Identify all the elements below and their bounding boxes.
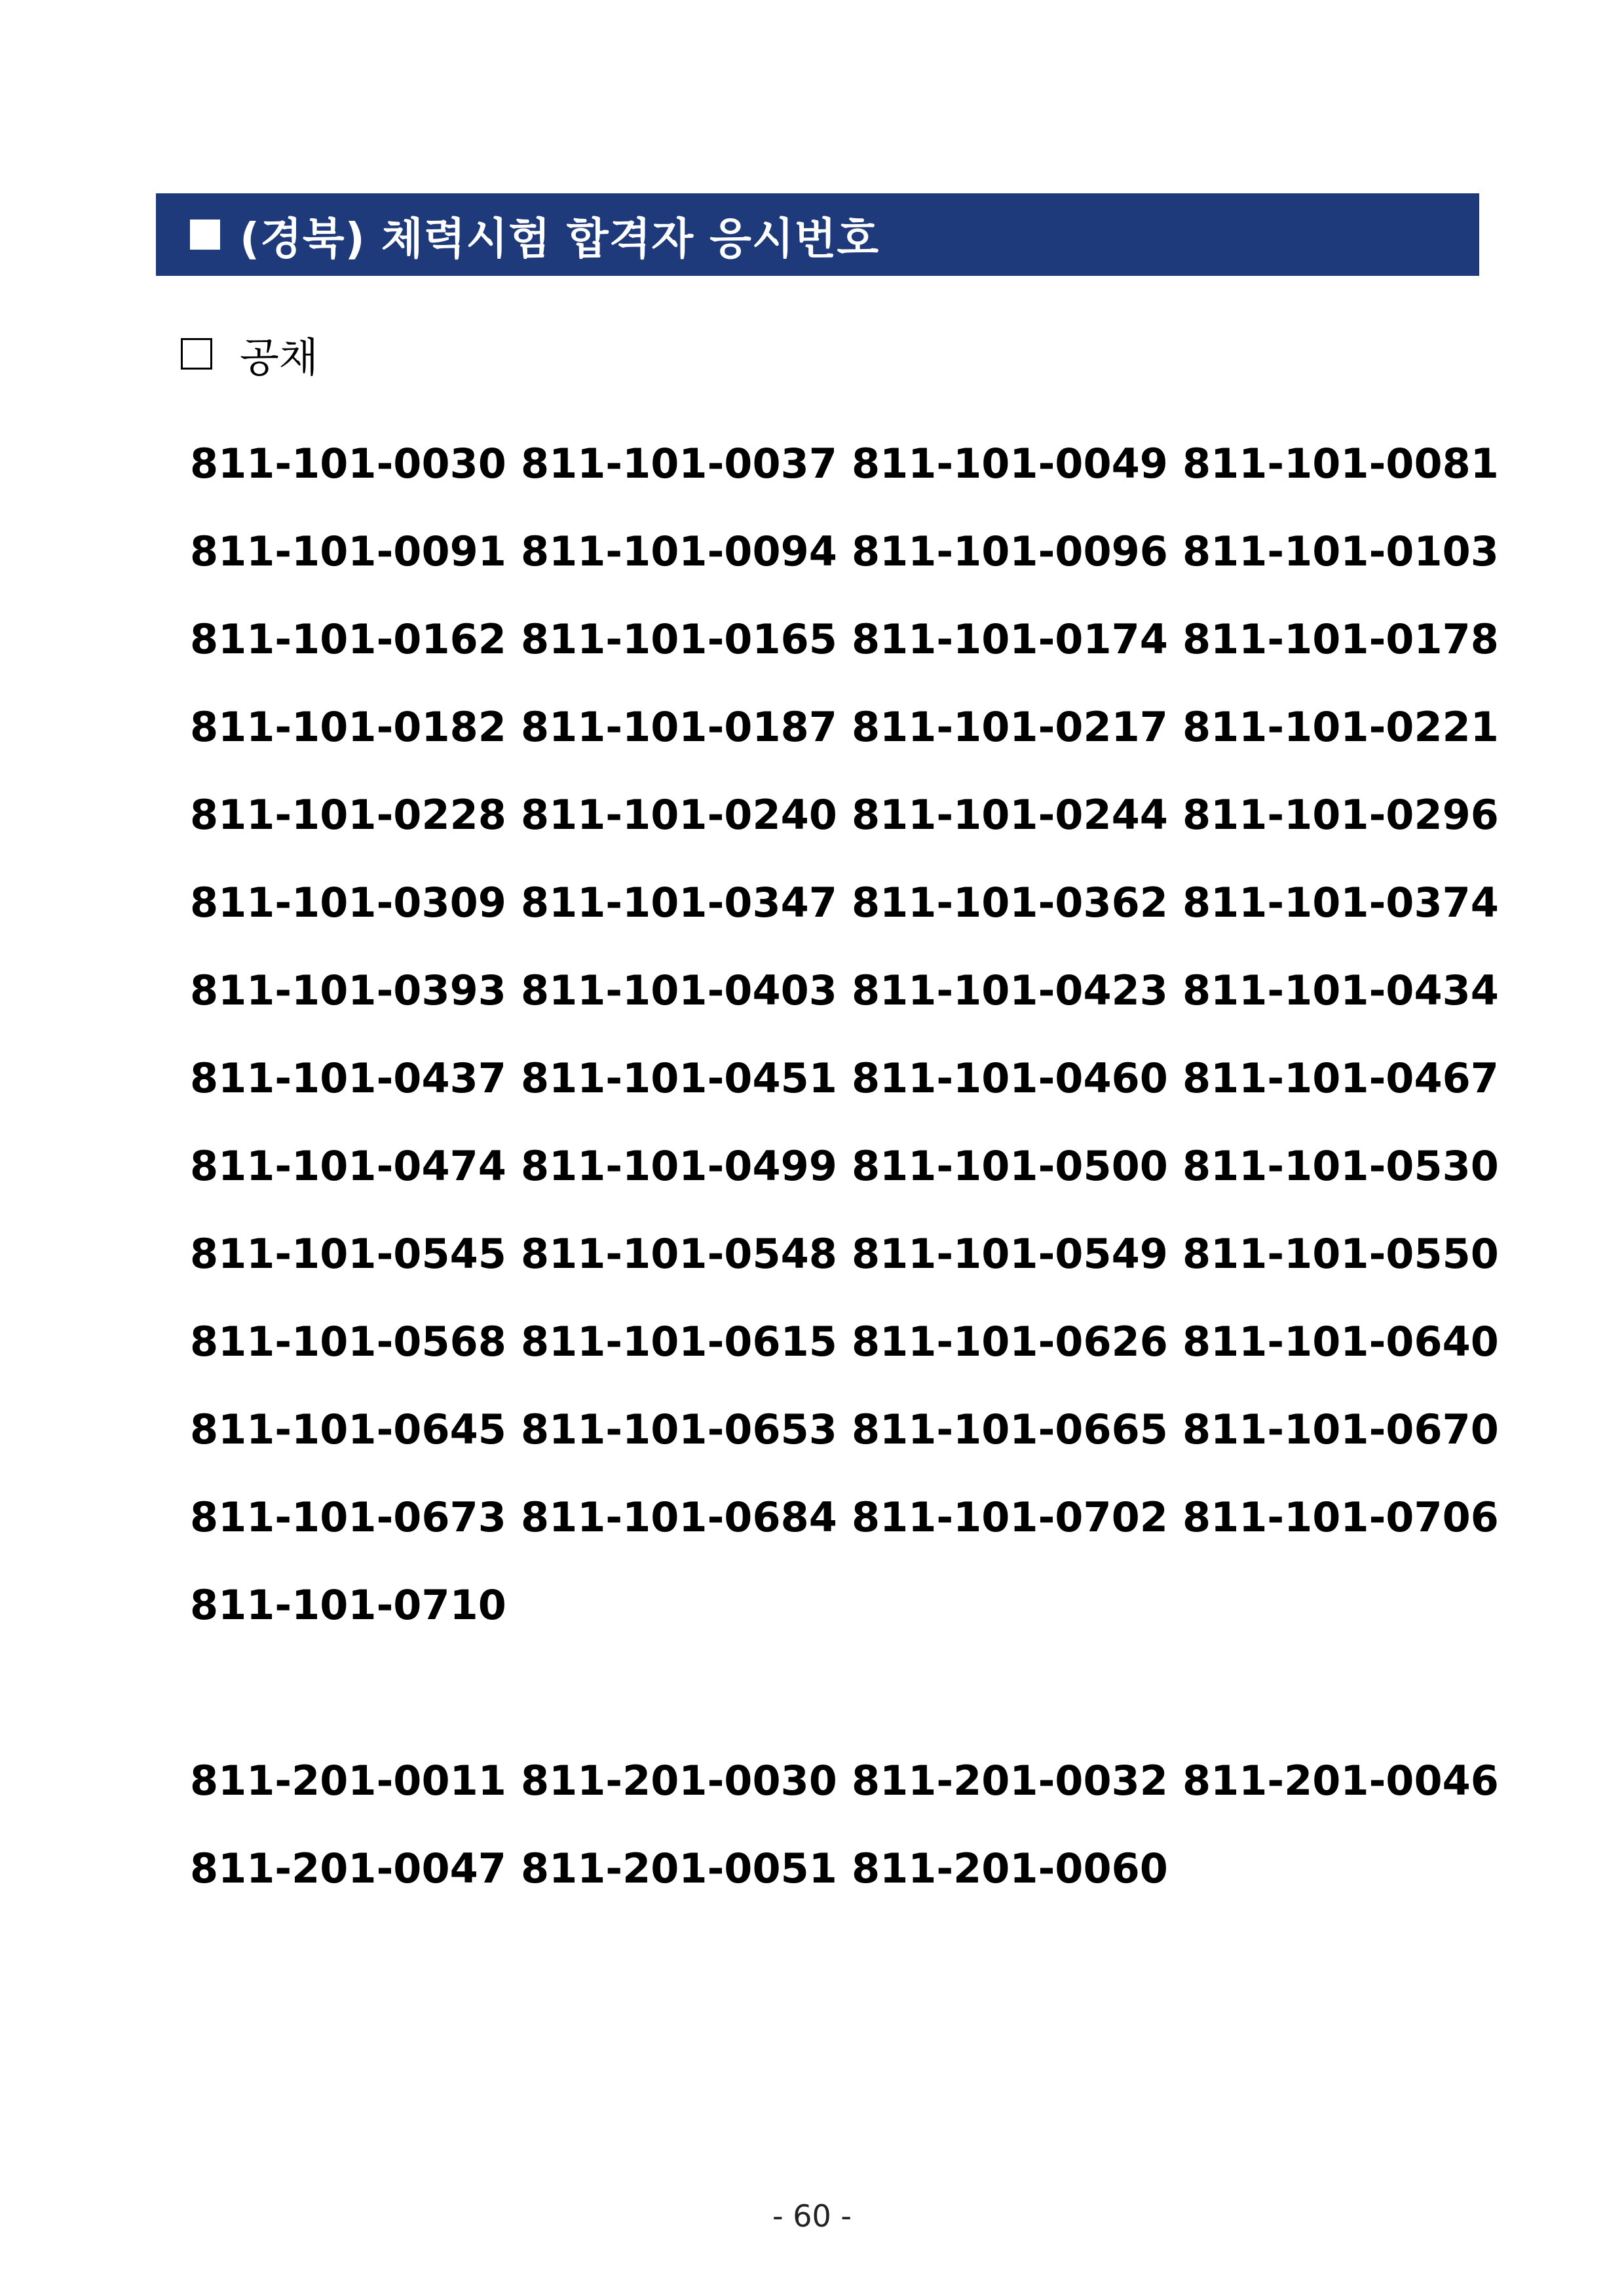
page-title-bar [156, 193, 1479, 276]
exam-number: 811-101-0393 [190, 966, 506, 1014]
exam-number: 811-101-0049 [852, 439, 1168, 488]
filled-square-icon [190, 220, 220, 250]
exam-number: 811-101-0217 [852, 702, 1168, 751]
exam-number: 811-101-0403 [521, 966, 837, 1014]
exam-number: 811-201-0051 [521, 1844, 837, 1892]
exam-number: 811-101-0103 [1182, 527, 1499, 575]
page-number: - 60 - [772, 2198, 852, 2234]
exam-number: 811-101-0640 [1182, 1317, 1499, 1366]
exam-number: 811-101-0474 [190, 1141, 506, 1190]
exam-number: 811-201-0047 [190, 1844, 506, 1892]
exam-number: 811-101-0096 [852, 527, 1168, 575]
exam-number: 811-101-0178 [1182, 615, 1499, 663]
exam-number: 811-101-0702 [852, 1493, 1168, 1541]
exam-number: 811-101-0665 [852, 1405, 1168, 1453]
exam-number: 811-201-0030 [521, 1756, 837, 1805]
exam-number: 811-101-0530 [1182, 1141, 1499, 1190]
page-title: (경북) 체력시험 합격자 응시번호 [240, 213, 880, 264]
exam-number: 811-101-0187 [521, 702, 837, 751]
exam-number: 811-101-0437 [190, 1054, 506, 1102]
exam-number: 811-101-0615 [521, 1317, 837, 1366]
exam-number: 811-101-0673 [190, 1493, 506, 1541]
exam-number: 811-201-0046 [1182, 1756, 1499, 1805]
exam-number: 811-101-0645 [190, 1405, 506, 1453]
exam-number: 811-101-0030 [190, 439, 506, 488]
exam-number: 811-101-0545 [190, 1229, 506, 1278]
exam-number: 811-101-0228 [190, 790, 506, 839]
exam-number: 811-101-0710 [190, 1580, 506, 1629]
exam-number: 811-101-0374 [1182, 878, 1499, 927]
exam-number: 811-101-0162 [190, 615, 506, 663]
exam-number: 811-101-0094 [521, 527, 837, 575]
exam-number: 811-101-0467 [1182, 1054, 1499, 1102]
exam-number: 811-201-0011 [190, 1756, 506, 1805]
exam-number: 811-101-0653 [521, 1405, 837, 1453]
exam-number: 811-101-0626 [852, 1317, 1168, 1366]
exam-number: 811-101-0244 [852, 790, 1168, 839]
exam-number: 811-201-0060 [852, 1844, 1168, 1892]
exam-number: 811-101-0684 [521, 1493, 837, 1541]
exam-number: 811-101-0091 [190, 527, 506, 575]
exam-number: 811-101-0548 [521, 1229, 837, 1278]
exam-number: 811-201-0032 [852, 1756, 1168, 1805]
section-heading [181, 328, 318, 380]
exam-number: 811-101-0706 [1182, 1493, 1499, 1541]
exam-number: 811-101-0309 [190, 878, 506, 927]
exam-number: 811-101-0549 [852, 1229, 1168, 1278]
exam-number: 811-101-0550 [1182, 1229, 1499, 1278]
exam-number: 811-101-0451 [521, 1054, 837, 1102]
exam-number: 811-101-0165 [521, 615, 837, 663]
exam-number: 811-101-0347 [521, 878, 837, 927]
number-grid-201 [190, 1736, 1513, 1912]
exam-number: 811-101-0174 [852, 615, 1168, 663]
exam-number: 811-101-0081 [1182, 439, 1499, 488]
empty-checkbox-icon [181, 338, 212, 370]
section-label-text: 공채 [240, 333, 318, 381]
exam-number: 811-101-0240 [521, 790, 837, 839]
exam-number: 811-101-0499 [521, 1141, 837, 1190]
exam-number: 811-101-0500 [852, 1141, 1168, 1190]
exam-number: 811-101-0423 [852, 966, 1168, 1014]
exam-number: 811-101-0670 [1182, 1405, 1499, 1453]
exam-number: 811-101-0037 [521, 439, 837, 488]
exam-number: 811-101-0182 [190, 702, 506, 751]
exam-number: 811-101-0296 [1182, 790, 1499, 839]
exam-number: 811-101-0221 [1182, 702, 1499, 751]
exam-number: 811-101-0460 [852, 1054, 1168, 1102]
exam-number: 811-101-0568 [190, 1317, 506, 1366]
number-grid-101 [190, 419, 1513, 1649]
exam-number: 811-101-0434 [1182, 966, 1499, 1014]
exam-number: 811-101-0362 [852, 878, 1168, 927]
